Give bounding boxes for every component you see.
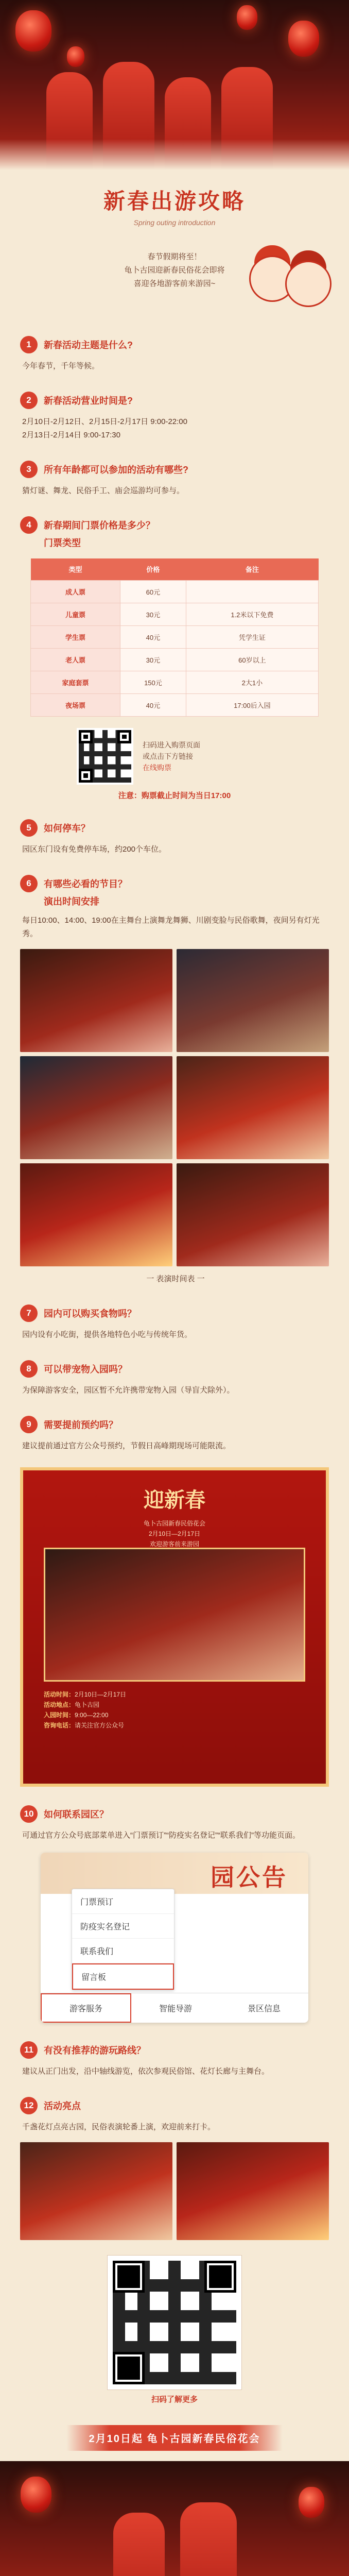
question-9 xyxy=(20,1416,329,1433)
question-number: 1 xyxy=(20,336,38,353)
answer-text: 建议从正门出发，沿中轴线游览，依次参观民俗馆、花灯长廊与主舞台。 xyxy=(22,2066,270,2076)
poster-title: 迎新春 xyxy=(144,1487,205,1512)
banner-text: 园公告 xyxy=(211,1863,288,1891)
highlight-photos xyxy=(20,2142,329,2240)
table-cell: 成人票 xyxy=(31,580,120,603)
ticket-tip: 注意：购票截止时间为当日17:00 xyxy=(118,791,231,800)
announcement-banner xyxy=(41,1853,308,1894)
page-subtitle: Spring outing introduction xyxy=(133,218,216,227)
question-number: 6 xyxy=(20,875,38,892)
table-header: 价格 xyxy=(120,558,186,580)
performance-photo xyxy=(177,1163,329,1266)
answer-text xyxy=(20,415,329,442)
highlight-photo xyxy=(20,2142,172,2240)
question-text: 需要提前预约吗？ xyxy=(44,1419,118,1430)
poster-info-value: 请关注官方公众号 xyxy=(75,1721,125,1729)
poster-line: 2月10日—2月17日 xyxy=(148,1530,201,1537)
poster-info-value: 9:00—22:00 xyxy=(75,1711,109,1719)
bottom-menu-bar xyxy=(41,1993,308,2023)
wechat-menu-screenshot xyxy=(41,1853,308,2023)
table-cell: 2大1小 xyxy=(186,671,318,693)
question-number: 2 xyxy=(20,392,38,409)
poster-info-label: 入园时间： xyxy=(44,1711,75,1719)
tab-label: 智能导游 xyxy=(159,2004,192,2013)
menu-item-tickets[interactable]: 门票预订 xyxy=(72,1889,174,1914)
question-2 xyxy=(20,392,329,409)
poster-info xyxy=(44,1689,305,1731)
question-10 xyxy=(20,1805,329,1823)
lantern-icon xyxy=(15,10,51,52)
table-cell: 凭学生证 xyxy=(186,625,318,648)
ticket-qr-code[interactable] xyxy=(77,728,133,785)
answer-text: 千盏花灯点亮古园，民俗表演轮番上演，欢迎前来打卡。 xyxy=(22,2122,216,2131)
table-cell: 1.2米以下免费 xyxy=(186,603,318,625)
event-poster xyxy=(20,1467,329,1787)
photo-caption: 一 表演时间表 一 xyxy=(146,1274,205,1283)
poster-lines xyxy=(23,1518,326,1549)
answer-text: 今年春节，千年等候。 xyxy=(22,362,100,370)
question-8 xyxy=(20,1360,329,1378)
question-subtext: 演出时间安排 xyxy=(44,896,99,907)
performance-photos xyxy=(20,949,329,1266)
table-cell: 家庭套票 xyxy=(31,671,120,693)
table-cell: 老人票 xyxy=(31,648,120,671)
answer-text: 园内设有小吃街，提供各地特色小吃与传统年货。 xyxy=(22,1330,193,1339)
question-number: 7 xyxy=(20,1304,38,1322)
answer-line: 2月13日-2月14日 9:00-17:30 xyxy=(22,431,120,439)
table-cell: 150元 xyxy=(120,671,186,693)
qr-caption: 扫码了解更多 xyxy=(151,2395,198,2404)
answer-text: 园区东门设有免费停车场，约200个车位。 xyxy=(22,844,167,854)
poster-line: 欢迎游客前来游园 xyxy=(149,1540,199,1548)
question-text: 可以带宠物入园吗？ xyxy=(44,1364,127,1375)
question-number: 10 xyxy=(20,1805,38,1823)
tab-label: 游客服务 xyxy=(69,2004,102,2013)
question-subtext: 门票类型 xyxy=(44,538,81,548)
answer-text: 建议提前通过官方公众号预约，节假日高峰期现场可能限流。 xyxy=(22,1441,231,1450)
question-number: 8 xyxy=(20,1360,38,1378)
table-header: 类型 xyxy=(31,558,120,580)
question-text: 所有年龄都可以参加的活动有哪些? xyxy=(44,465,188,475)
question-text: 活动亮点 xyxy=(44,2100,81,2111)
poster-info-value: 2月10日—2月17日 xyxy=(75,1690,127,1698)
question-7 xyxy=(20,1304,329,1322)
poster-info-value: 龟卜古园 xyxy=(75,1701,100,1708)
poster-info-label: 咨询电话： xyxy=(44,1721,75,1729)
lantern-icon xyxy=(288,21,319,57)
question-number: 11 xyxy=(20,2041,38,2059)
answer-line: 2月10日-2月12日、2月15日-2月17日 9:00-22:00 xyxy=(22,417,187,426)
question-text: 新春活动主题是什么? xyxy=(44,340,133,350)
performance-photo xyxy=(20,1056,172,1159)
official-qr-code[interactable] xyxy=(108,2256,241,2389)
question-text: 如何联系园区？ xyxy=(44,1809,109,1820)
question-4 xyxy=(20,516,329,534)
question-number: 4 xyxy=(20,516,38,534)
question-text: 园内可以购买食物吗？ xyxy=(44,1308,136,1319)
question-5 xyxy=(20,819,329,837)
ticket-price-table xyxy=(30,558,319,717)
poster-info-label: 活动地点： xyxy=(44,1701,75,1708)
table-row xyxy=(31,648,319,671)
question-number: 9 xyxy=(20,1416,38,1433)
answer-line: 猜灯谜、舞龙、民俗手工、庙会巡游均可参与。 xyxy=(22,486,185,495)
performance-photo xyxy=(20,1163,172,1266)
intro-line: 春节假期将至！ xyxy=(147,252,202,261)
table-row xyxy=(31,625,319,648)
page-title: 新春出游攻略 xyxy=(103,189,246,213)
table-row xyxy=(31,603,319,625)
ticket-qr-row xyxy=(77,728,329,785)
table-cell: 学生票 xyxy=(31,625,120,648)
qr-note-line: 或点击下方链接 xyxy=(143,752,193,760)
performance-photo xyxy=(20,949,172,1052)
event-banner: 2月10日起 龟卜古园新春民俗花会 xyxy=(66,2425,283,2451)
highlight-photo xyxy=(177,2142,329,2240)
answer-text xyxy=(20,484,329,498)
table-cell: 30元 xyxy=(120,603,186,625)
menu-item-registration[interactable]: 防疫实名登记 xyxy=(72,1914,174,1939)
answer-text: 为保障游客安全，园区暂不允许携带宠物入园（导盲犬除外）。 xyxy=(22,1385,235,1395)
question-text: 新春期间门票价格是多少？ xyxy=(44,520,155,531)
question-number: 12 xyxy=(20,2097,38,2114)
table-cell: 40元 xyxy=(120,625,186,648)
table-cell: 17:00后入园 xyxy=(186,693,318,716)
table-cell: 60元 xyxy=(120,580,186,603)
mascot-icon xyxy=(277,250,339,312)
performance-photo xyxy=(177,949,329,1052)
poster-line: 龟卜古园新春民俗花会 xyxy=(143,1519,205,1527)
question-3 xyxy=(20,461,329,478)
question-number: 5 xyxy=(20,819,38,837)
hero-image xyxy=(0,0,349,170)
tab-smart-guide[interactable] xyxy=(131,1993,220,2023)
qr-note xyxy=(143,739,200,773)
answer-text: 每日10:00、14:00、19:00在主舞台上演舞龙舞狮、川剧变脸与民俗歌舞，夜间另有灯光秀。 xyxy=(22,916,320,938)
answer-text: 可通过官方公众号底部菜单进入“门票预订”“防疫实名登记”“联系我们”等功能页面。 xyxy=(22,1831,300,1840)
question-1 xyxy=(20,336,329,353)
tab-visitor-service[interactable] xyxy=(41,1993,131,2023)
table-cell: 夜场票 xyxy=(31,693,120,716)
tab-label: 景区信息 xyxy=(247,2004,281,2013)
qr-note-line: 扫码进入购票页面 xyxy=(143,740,200,749)
table-cell: 儿童票 xyxy=(31,603,120,625)
question-text: 有没有推荐的游玩路线？ xyxy=(44,2045,146,2056)
poster-info-label: 活动时间： xyxy=(44,1690,75,1698)
question-text: 如何停车？ xyxy=(44,823,90,834)
table-cell: 40元 xyxy=(120,693,186,716)
question-text: 有哪些必看的节目？ xyxy=(44,878,127,889)
qa-list xyxy=(20,336,329,1453)
table-row xyxy=(31,671,319,693)
question-11 xyxy=(20,2041,329,2059)
intro-text xyxy=(108,250,241,291)
lantern-icon xyxy=(237,5,257,30)
menu-item-message-board[interactable]: 留言板 xyxy=(72,1963,174,1990)
question-text: 新春活动营业时间是? xyxy=(44,396,133,406)
menu-item-contact[interactable]: 联系我们 xyxy=(72,1939,174,1963)
intro-line: 喜迎各地游客前来游园~ xyxy=(133,279,216,288)
intro xyxy=(20,240,329,317)
buy-ticket-link[interactable]: 在线购票 xyxy=(143,763,171,772)
poster-photo xyxy=(44,1548,305,1682)
question-6 xyxy=(20,875,329,892)
table-cell: 60岁以上 xyxy=(186,648,318,671)
question-12 xyxy=(20,2097,329,2114)
performance-photo xyxy=(177,1056,329,1159)
tab-scenic-info[interactable] xyxy=(220,1993,308,2023)
table-row xyxy=(31,693,319,716)
popup-menu xyxy=(72,1889,174,1990)
question-number: 3 xyxy=(20,461,38,478)
table-cell: 30元 xyxy=(120,648,186,671)
table-cell xyxy=(186,580,318,603)
bottom-photo xyxy=(0,2461,349,2576)
table-row xyxy=(31,580,319,603)
table-header: 备注 xyxy=(186,558,318,580)
intro-line: 龟卜古园迎新春民俗花会即将 xyxy=(124,266,225,275)
